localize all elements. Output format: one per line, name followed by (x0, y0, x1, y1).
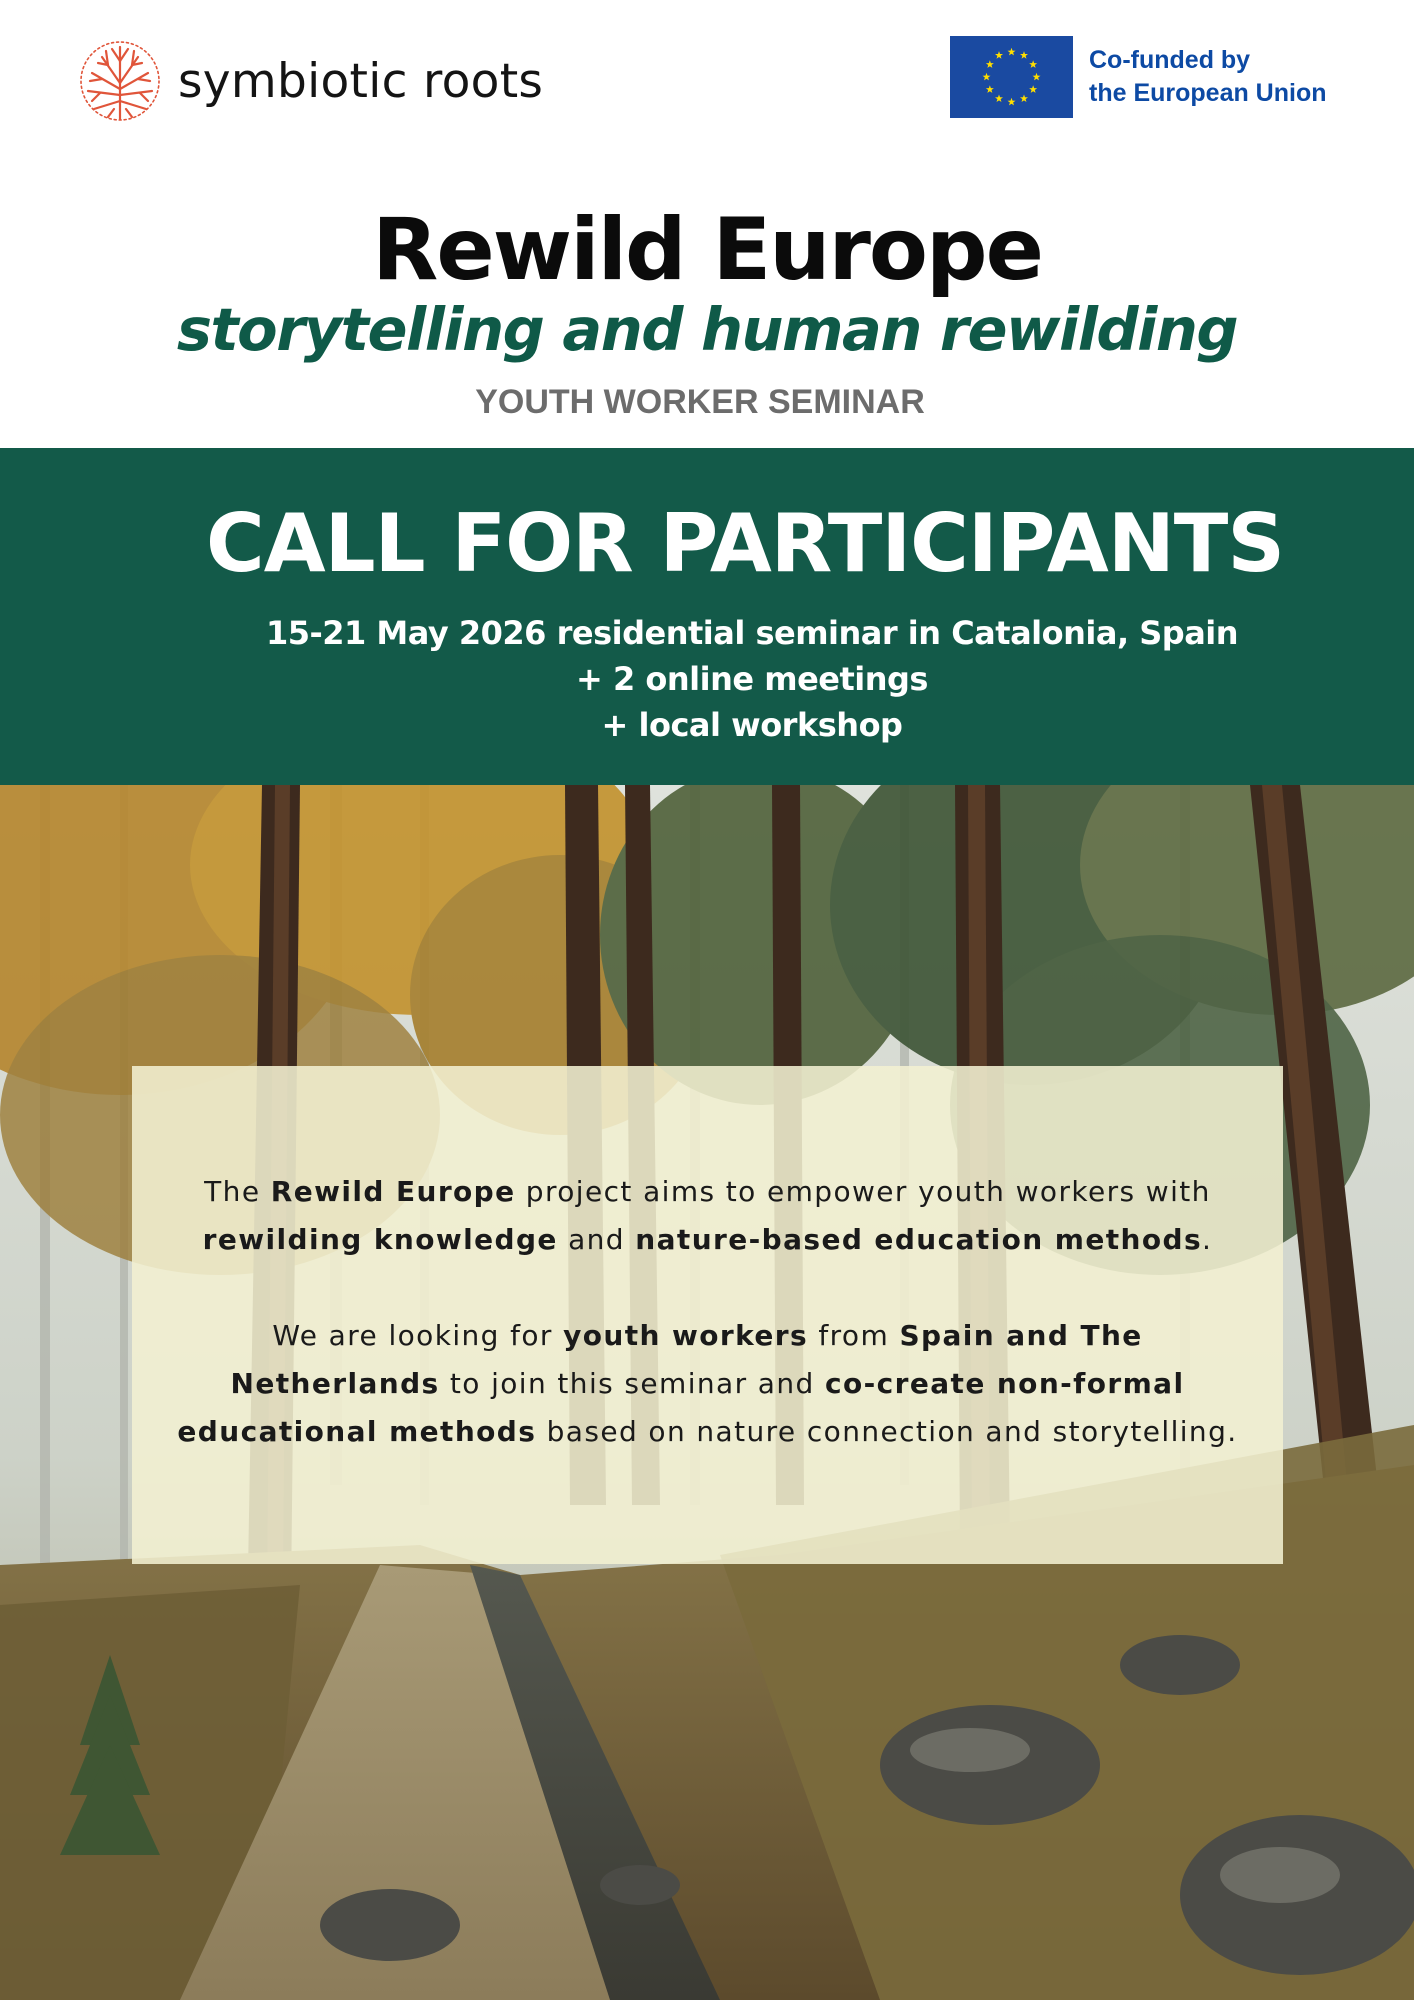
intro-paragraph (172, 1168, 1243, 1264)
call-bold-countries: Spain and The Netherlands (230, 1319, 1143, 1400)
call-text-2: from (808, 1319, 900, 1352)
eu-line-1: Co-funded by (1089, 46, 1251, 74)
event-detail-online: + 2 online meetings (576, 660, 928, 698)
call-bold-youth-workers: youth workers (563, 1319, 809, 1352)
eu-cofunding-text (1089, 44, 1327, 110)
call-bold-cocreate: co-create non-formal educational methods (177, 1367, 1185, 1448)
intro-text-3: and (557, 1223, 636, 1256)
intro-text-1: The (204, 1175, 271, 1208)
call-banner (0, 448, 1414, 785)
page-title: Rewild Europe (372, 200, 1042, 300)
eu-cofunding-badge (950, 36, 1327, 118)
seminar-type: YOUTH WORKER SEMINAR (475, 383, 925, 421)
call-text-3: to join this seminar and (439, 1367, 825, 1400)
intro-text-2: project aims to empower youth workers with (515, 1175, 1211, 1208)
event-detail-dates: 15-21 May 2026 residential seminar in Catalonia, Spain (265, 614, 1239, 652)
call-heading: CALL FOR PARTICIPANTS (206, 497, 1284, 590)
event-detail-workshop: + local workshop (601, 706, 903, 744)
intro-bold-project: Rewild Europe (270, 1175, 516, 1208)
intro-text-4: . (1202, 1223, 1213, 1256)
info-panel (132, 1066, 1283, 1564)
call-text-4: based on nature connection and storytelling. (536, 1415, 1238, 1448)
page-subtitle: storytelling and human rewilding (176, 295, 1238, 364)
call-paragraph (172, 1312, 1243, 1456)
call-text-1: We are looking for (272, 1319, 564, 1352)
roots-tree-icon (78, 39, 162, 123)
intro-bold-knowledge: rewilding knowledge (202, 1223, 558, 1256)
event-details (0, 610, 1414, 748)
brand (78, 38, 543, 124)
eu-line-2: the European Union (1089, 79, 1327, 107)
brand-name: symbiotic roots (178, 53, 544, 109)
eu-flag-icon (950, 36, 1073, 118)
intro-bold-methods: nature-based education methods (635, 1223, 1203, 1256)
header (0, 0, 1414, 448)
